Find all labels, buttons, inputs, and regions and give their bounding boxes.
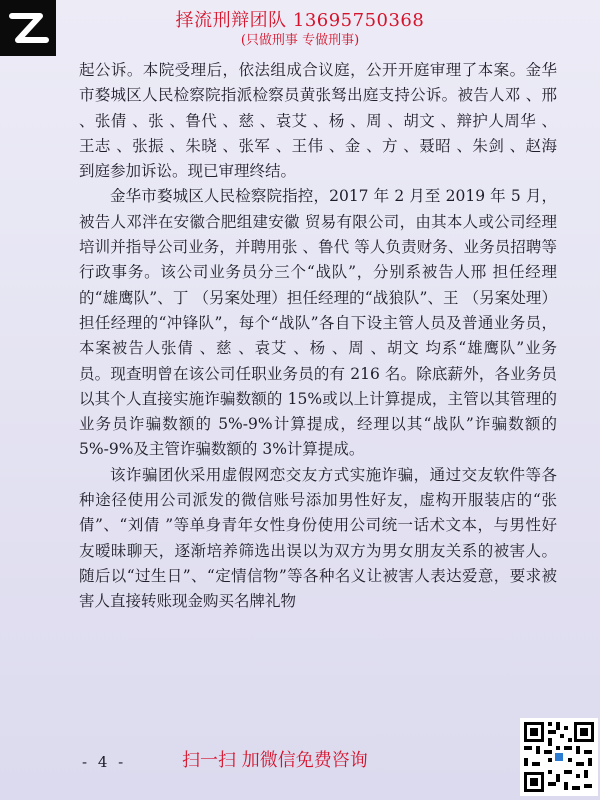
ad-header bbox=[150, 10, 450, 50]
paragraph-3: 该诈骗团伙采用虚假网恋交友方式实施诈骗，通过交友软件等各种途径使用公司派发的微信账号添加男性好友，虚构开服装店的“张倩”、“刘倩 ”等单身青年女性身份使用公司统一话术文本，与男性好友暧昧聊天，逐渐培养筛选出误以为双方为男女朋友关系的被害人。随后以“过生日”、“定情信物”等各种名义让被害人表达爱意，要求被害人直接转账现金购买名牌礼物 bbox=[79, 465, 557, 611]
ad-header-subtitle: (只做刑事 专做刑事) bbox=[240, 33, 360, 48]
paragraph-2: 金华市婺城区人民检察院指控，2017 年 2 月至 2019 年 5 月，被告人邓泮在安徽合肥组建安徽 贸易有限公司，由其本人或公司经理培训并指导公司业务，并聘用张 、鲁代 等人负责财务、业务员招聘等行政事务。该公司业务员分三个“战队”，分别系被告人邢 担任经理的“雄鹰队”、丁 （另案处理）担任经理的“战狼队”、王 （另案处理）担任经理的“冲锋队”，每个“战队”各自下设主管人员及普通业务员，本案被告人张倩 、慈 、袁艾 、杨 、周 、胡文 均系“雄鹰队”业务员。现查明曾在该公司任职业务员的有 216 名。除底薪外，各业务员以其个人直接实施诈骗数额的 15%或以上计算提成，主管以其管理的业务员诈骗数额的 5%-9%计算提成，经理以其“战队”诈骗数额的 5%-9%及主管诈骗数额的 3%计算提成。 bbox=[79, 187, 557, 459]
qr-code[interactable] bbox=[520, 718, 598, 796]
ad-header-title: 择流刑辩团队 13695750368 bbox=[175, 10, 425, 31]
document-body bbox=[79, 58, 557, 615]
paragraph-1: 起公诉。本院受理后，依法组成合议庭，公开开庭审理了本案。金华市婺城区人民检察院指派检察员黄张驽出庭支持公诉。被告人邓 、邢 、张倩 、张 、鲁代 、慈 、袁艾 、杨 、周 、胡文 、辩护人周华 、王志 、张振 、朱晓 、张军 、王伟 、金 、方 、聂昭 、朱剑 、赵海 到庭参加诉讼。现已审理终结。 bbox=[79, 61, 557, 181]
logo-mark-icon bbox=[4, 4, 52, 52]
qr-code-icon bbox=[520, 718, 598, 796]
ad-footer: 扫一扫 加微信免费咨询 bbox=[182, 750, 368, 771]
logo bbox=[0, 0, 56, 56]
page-number: - 4 - bbox=[82, 753, 127, 771]
